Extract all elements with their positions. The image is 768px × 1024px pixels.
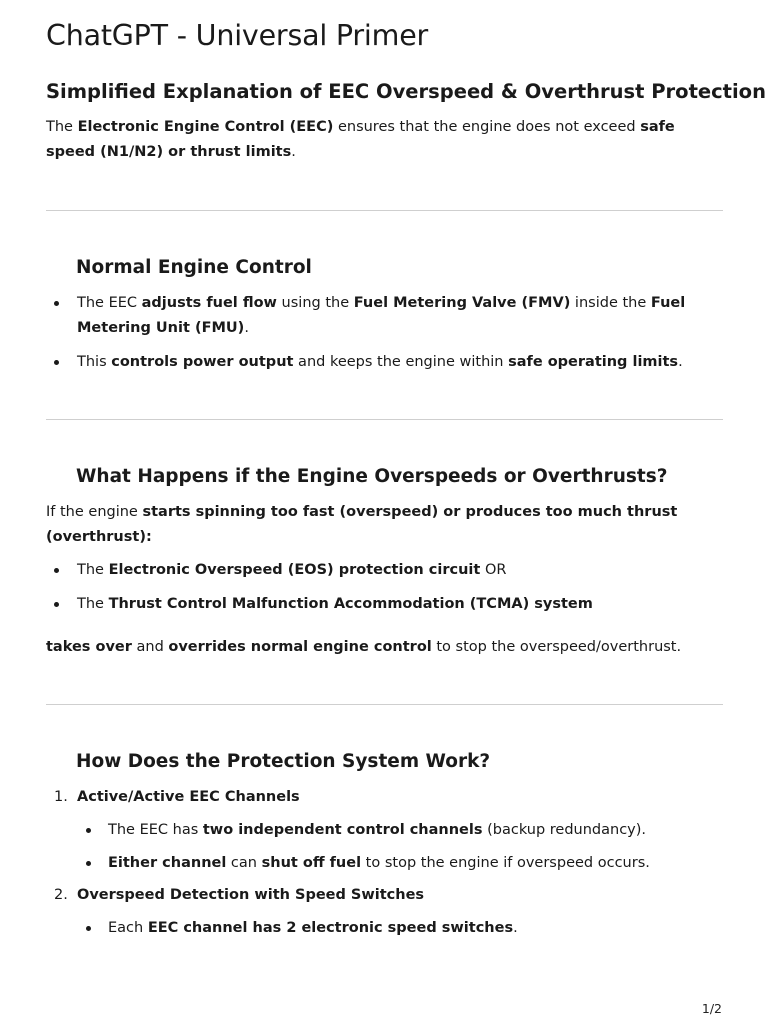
bullet-icon: [86, 861, 91, 866]
bold-run: Active/Active EEC Channels: [77, 789, 300, 805]
bold-run: Fuel Metering Valve (FMV): [353, 295, 571, 311]
bold-run: controls power output: [111, 354, 294, 370]
text-run: .: [291, 144, 296, 160]
text-run: and keeps the engine within: [293, 354, 509, 370]
text-run: .: [513, 920, 518, 936]
bold-run: Overspeed Detection with Speed Switches: [77, 887, 425, 903]
text-run: using the: [276, 295, 354, 311]
section-lead-paragraph: [46, 500, 723, 550]
sub-list-item: [108, 851, 723, 876]
text-run: to stop the overspeed/overthrust.: [431, 639, 682, 655]
numbered-item-title: [77, 785, 723, 810]
section-divider: [46, 704, 723, 705]
bold-run: Fuel Metering Unit (FMU): [77, 295, 686, 336]
section-divider: [46, 210, 723, 211]
text-run: .: [678, 354, 683, 370]
text-run: .: [244, 320, 249, 336]
text-run: inside the: [570, 295, 651, 311]
text-run: (backup redundancy).: [482, 822, 647, 838]
sub-list-item: [108, 818, 723, 843]
bullet-icon: [86, 926, 91, 931]
text-run: Each: [108, 920, 148, 936]
intro-paragraph: [46, 115, 723, 165]
bold-run: takes over: [46, 639, 132, 655]
bullet-icon: [54, 568, 59, 573]
text-run: The: [77, 562, 109, 578]
text-run: OR: [480, 562, 507, 578]
text-run: This: [77, 354, 112, 370]
sub-list-item: [108, 916, 723, 941]
text-run: can: [226, 855, 262, 871]
bullet-icon: [86, 828, 91, 833]
bold-run: starts spinning too fast (overspeed) or produces too much thrust (overthrust):: [46, 504, 678, 545]
bold-run: EEC channel has 2 electronic speed switches: [147, 920, 514, 936]
list-number: 1.: [54, 789, 68, 805]
section-heading-protection-system: How Does the Protection System Work?: [76, 751, 491, 772]
numbered-item-title: [77, 883, 723, 908]
bold-run: adjusts fuel flow: [141, 295, 277, 311]
bold-run: safe speed (N1/N2) or thrust limits: [46, 119, 675, 160]
bullet-icon: [54, 301, 59, 306]
bold-run: Thrust Control Malfunction Accommodation (TCMA) system: [108, 596, 593, 612]
text-run: The EEC: [77, 295, 142, 311]
text-run: If the engine: [46, 504, 143, 520]
text-run: The: [46, 119, 78, 135]
bullet-icon: [54, 360, 59, 365]
bold-run: two independent control channels: [202, 822, 483, 838]
bold-run: Either channel: [108, 855, 227, 871]
list-item: [77, 350, 723, 375]
section-divider: [46, 419, 723, 420]
bold-run: Electronic Overspeed (EOS) protection circuit: [108, 562, 481, 578]
document-subtitle: Simplified Explanation of EEC Overspeed & Overthrust Protection: [46, 80, 766, 103]
document-title: ChatGPT - Universal Primer: [46, 19, 429, 52]
list-number: 2.: [54, 887, 68, 903]
bullet-icon: [54, 602, 59, 607]
bold-run: shut off fuel: [261, 855, 362, 871]
page-number: 1/2: [701, 1001, 722, 1016]
bold-run: overrides normal engine control: [168, 639, 432, 655]
section-heading-overspeed: What Happens if the Engine Overspeeds or Overthrusts?: [76, 466, 668, 487]
list-item: [77, 592, 723, 617]
bold-run: Electronic Engine Control (EEC): [77, 119, 334, 135]
text-run: ensures that the engine does not exceed: [333, 119, 641, 135]
section-closing-paragraph: [46, 635, 723, 660]
text-run: to stop the engine if overspeed occurs.: [361, 855, 650, 871]
list-item: [77, 558, 723, 583]
bold-run: safe operating limits: [508, 354, 679, 370]
section-heading-normal-control: Normal Engine Control: [76, 257, 312, 278]
text-run: The: [77, 596, 109, 612]
text-run: and: [131, 639, 169, 655]
text-run: The EEC has: [108, 822, 203, 838]
list-item: [77, 291, 723, 341]
